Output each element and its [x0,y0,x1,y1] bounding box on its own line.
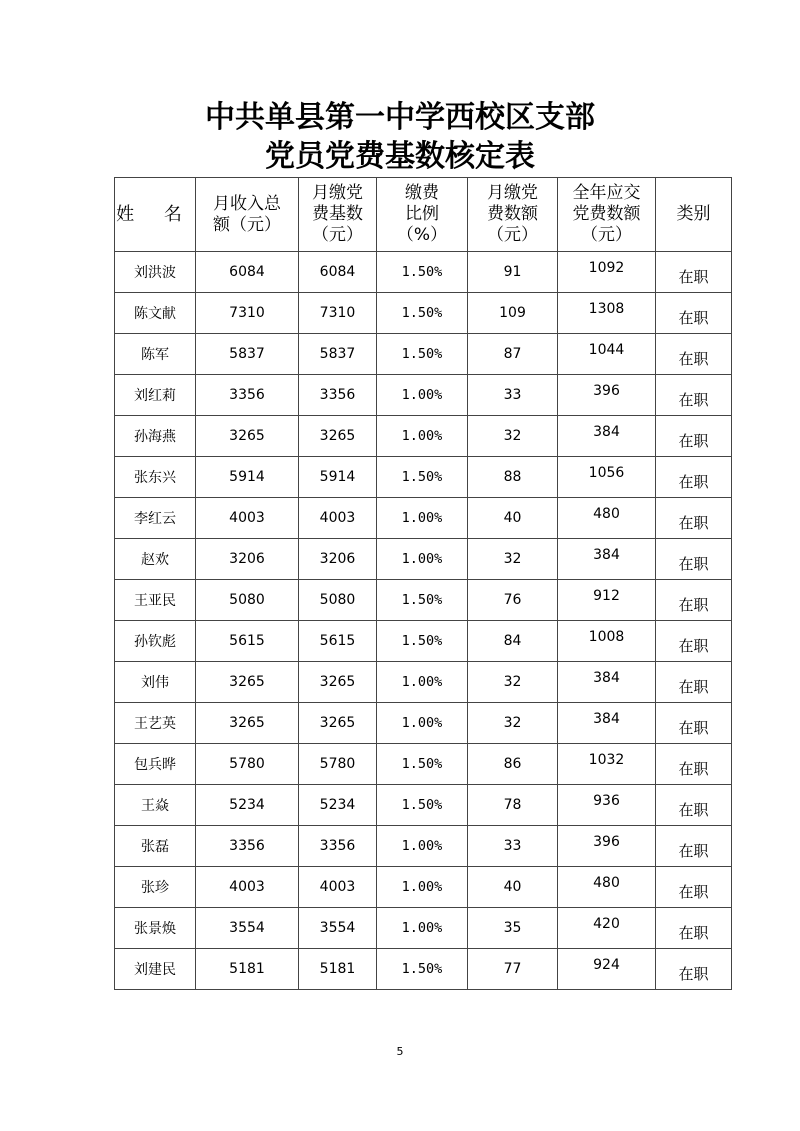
cell-fee-ratio: 1.00% [377,867,468,908]
party-fee-table [114,177,732,990]
cell-name: 张珍 [115,867,196,908]
cell-monthly-fee: 40 [468,498,558,539]
cell-monthly-income: 5080 [196,580,299,621]
cell-fee-base: 5837 [299,334,377,375]
cell-annual-fee-text: 924 [593,957,620,973]
cell-fee-base: 5080 [299,580,377,621]
cell-annual-fee [558,949,656,990]
cell-annual-fee [558,416,656,457]
table-header-row [115,178,732,252]
cell-annual-fee [558,744,656,785]
cell-category [656,703,732,744]
cell-annual-fee-text: 396 [593,383,620,399]
cell-name: 陈文献 [115,293,196,334]
cell-fee-base: 3206 [299,539,377,580]
cell-fee-base: 3265 [299,703,377,744]
cell-annual-fee [558,539,656,580]
cell-annual-fee-text: 1044 [588,342,625,358]
cell-name: 刘洪波 [115,252,196,293]
cell-monthly-income: 4003 [196,498,299,539]
cell-category-text: 在职 [678,841,709,860]
cell-name: 王艺英 [115,703,196,744]
cell-fee-ratio: 1.00% [377,662,468,703]
cell-annual-fee-text: 384 [593,547,620,563]
cell-category-text: 在职 [678,923,709,942]
cell-annual-fee [558,580,656,621]
cell-monthly-fee: 33 [468,826,558,867]
cell-annual-fee-text: 420 [593,916,620,932]
cell-monthly-fee: 109 [468,293,558,334]
header-fee-ratio: 缴费 比例 （%） [377,178,468,252]
cell-name: 包兵晔 [115,744,196,785]
cell-category-text: 在职 [678,677,709,696]
cell-annual-fee [558,293,656,334]
cell-name: 刘建民 [115,949,196,990]
cell-fee-ratio: 1.50% [377,621,468,662]
table-row [115,334,732,375]
cell-fee-ratio: 1.00% [377,539,468,580]
cell-category [656,949,732,990]
cell-category [656,744,732,785]
cell-monthly-fee: 77 [468,949,558,990]
table-row [115,867,732,908]
cell-category [656,785,732,826]
cell-monthly-income: 3554 [196,908,299,949]
cell-fee-base: 6084 [299,252,377,293]
cell-annual-fee [558,375,656,416]
table-row [115,416,732,457]
cell-fee-base: 5615 [299,621,377,662]
page-number: 5 [396,1045,404,1058]
cell-annual-fee-text: 480 [593,875,620,891]
cell-fee-ratio: 1.50% [377,457,468,498]
cell-category-text: 在职 [678,800,709,819]
table-body [115,252,732,990]
cell-annual-fee [558,826,656,867]
cell-fee-base: 7310 [299,293,377,334]
cell-monthly-fee: 88 [468,457,558,498]
cell-annual-fee [558,662,656,703]
header-name: 姓 名 [115,178,196,252]
cell-category-text: 在职 [678,759,709,778]
cell-name: 刘红莉 [115,375,196,416]
cell-fee-ratio: 1.50% [377,949,468,990]
cell-category [656,375,732,416]
cell-category [656,539,732,580]
cell-annual-fee [558,621,656,662]
cell-annual-fee-text: 1308 [588,301,625,317]
cell-name: 张磊 [115,826,196,867]
cell-fee-base: 4003 [299,498,377,539]
table-row [115,744,732,785]
document-title-line2: 党员党费基数核定表 [265,139,535,174]
cell-category [656,252,732,293]
cell-fee-base: 3265 [299,416,377,457]
cell-fee-base: 5914 [299,457,377,498]
table-row [115,375,732,416]
cell-category [656,826,732,867]
cell-monthly-fee: 32 [468,539,558,580]
cell-name: 孙海燕 [115,416,196,457]
header-monthly-fee: 月缴党 费数额 （元） [468,178,558,252]
cell-annual-fee-text: 480 [593,506,620,522]
cell-annual-fee-text: 936 [593,793,620,809]
cell-category-text: 在职 [678,472,709,491]
cell-name: 李红云 [115,498,196,539]
cell-name: 张景焕 [115,908,196,949]
table-row [115,908,732,949]
cell-category-text: 在职 [678,308,709,327]
cell-fee-ratio: 1.00% [377,375,468,416]
cell-fee-ratio: 1.00% [377,416,468,457]
cell-category-text: 在职 [678,964,709,983]
cell-category-text: 在职 [678,349,709,368]
cell-annual-fee [558,498,656,539]
cell-name: 刘伟 [115,662,196,703]
cell-fee-base: 5181 [299,949,377,990]
cell-monthly-income: 4003 [196,867,299,908]
cell-fee-base: 4003 [299,867,377,908]
table-row [115,498,732,539]
cell-category-text: 在职 [678,431,709,450]
cell-monthly-income: 3356 [196,375,299,416]
cell-monthly-income: 3206 [196,539,299,580]
cell-monthly-fee: 32 [468,416,558,457]
cell-monthly-income: 3356 [196,826,299,867]
cell-annual-fee-text: 912 [593,588,620,604]
cell-fee-ratio: 1.50% [377,580,468,621]
cell-fee-base: 3356 [299,375,377,416]
cell-fee-base: 3265 [299,662,377,703]
cell-category [656,416,732,457]
cell-fee-base: 5234 [299,785,377,826]
table-row [115,826,732,867]
cell-annual-fee-text: 1032 [588,752,625,768]
cell-annual-fee [558,867,656,908]
cell-fee-ratio: 1.50% [377,334,468,375]
cell-monthly-fee: 32 [468,662,558,703]
cell-annual-fee [558,334,656,375]
cell-annual-fee [558,703,656,744]
cell-name: 赵欢 [115,539,196,580]
cell-name: 孙钦彪 [115,621,196,662]
cell-annual-fee-text: 1008 [588,629,625,645]
cell-monthly-fee: 84 [468,621,558,662]
header-fee-base: 月缴党 费基数 （元） [299,178,377,252]
table-row [115,785,732,826]
cell-fee-base: 3356 [299,826,377,867]
cell-monthly-fee: 86 [468,744,558,785]
cell-category [656,662,732,703]
cell-monthly-income: 6084 [196,252,299,293]
cell-name: 张东兴 [115,457,196,498]
cell-annual-fee-text: 384 [593,711,620,727]
cell-category-text: 在职 [678,718,709,737]
cell-annual-fee-text: 396 [593,834,620,850]
cell-fee-ratio: 1.50% [377,252,468,293]
cell-fee-ratio: 1.00% [377,703,468,744]
cell-monthly-income: 5914 [196,457,299,498]
cell-monthly-income: 7310 [196,293,299,334]
cell-category-text: 在职 [678,882,709,901]
cell-monthly-income: 3265 [196,662,299,703]
cell-annual-fee-text: 1056 [588,465,625,481]
table-row [115,703,732,744]
cell-monthly-fee: 40 [468,867,558,908]
cell-annual-fee-text: 384 [593,424,620,440]
cell-category [656,334,732,375]
cell-name: 王亚民 [115,580,196,621]
cell-annual-fee-text: 384 [593,670,620,686]
cell-monthly-income: 5181 [196,949,299,990]
cell-monthly-income: 5234 [196,785,299,826]
cell-category [656,908,732,949]
table-row [115,252,732,293]
cell-monthly-fee: 87 [468,334,558,375]
cell-category [656,580,732,621]
cell-fee-ratio: 1.50% [377,293,468,334]
cell-monthly-fee: 76 [468,580,558,621]
cell-monthly-income: 5837 [196,334,299,375]
cell-category [656,293,732,334]
cell-category [656,498,732,539]
header-category: 类别 [656,178,732,252]
cell-annual-fee [558,785,656,826]
cell-fee-ratio: 1.00% [377,826,468,867]
cell-monthly-income: 5780 [196,744,299,785]
cell-monthly-fee: 33 [468,375,558,416]
cell-annual-fee [558,457,656,498]
cell-fee-base: 3554 [299,908,377,949]
cell-category-text: 在职 [678,554,709,573]
cell-category-text: 在职 [678,636,709,655]
cell-annual-fee [558,252,656,293]
document-title-line1: 中共单县第一中学西校区支部 [205,100,595,135]
cell-fee-ratio: 1.00% [377,908,468,949]
cell-category [656,867,732,908]
table-row [115,293,732,334]
cell-category-text: 在职 [678,595,709,614]
cell-name: 王焱 [115,785,196,826]
cell-monthly-income: 3265 [196,416,299,457]
cell-monthly-income: 5615 [196,621,299,662]
table-row [115,580,732,621]
cell-fee-ratio: 1.50% [377,744,468,785]
header-monthly-income: 月收入总 额（元） [196,178,299,252]
cell-category-text: 在职 [678,267,709,286]
cell-fee-base: 5780 [299,744,377,785]
table-row [115,539,732,580]
header-annual-fee: 全年应交 党费数额 （元） [558,178,656,252]
table-row [115,662,732,703]
cell-monthly-fee: 35 [468,908,558,949]
table-row [115,457,732,498]
cell-monthly-fee: 91 [468,252,558,293]
cell-category-text: 在职 [678,513,709,532]
cell-fee-ratio: 1.00% [377,498,468,539]
cell-monthly-fee: 32 [468,703,558,744]
cell-monthly-income: 3265 [196,703,299,744]
cell-monthly-fee: 78 [468,785,558,826]
table-row [115,621,732,662]
cell-annual-fee-text: 1092 [588,260,625,276]
cell-category-text: 在职 [678,390,709,409]
cell-fee-ratio: 1.50% [377,785,468,826]
table-row [115,949,732,990]
cell-category [656,457,732,498]
cell-category [656,621,732,662]
cell-annual-fee [558,908,656,949]
cell-name: 陈军 [115,334,196,375]
